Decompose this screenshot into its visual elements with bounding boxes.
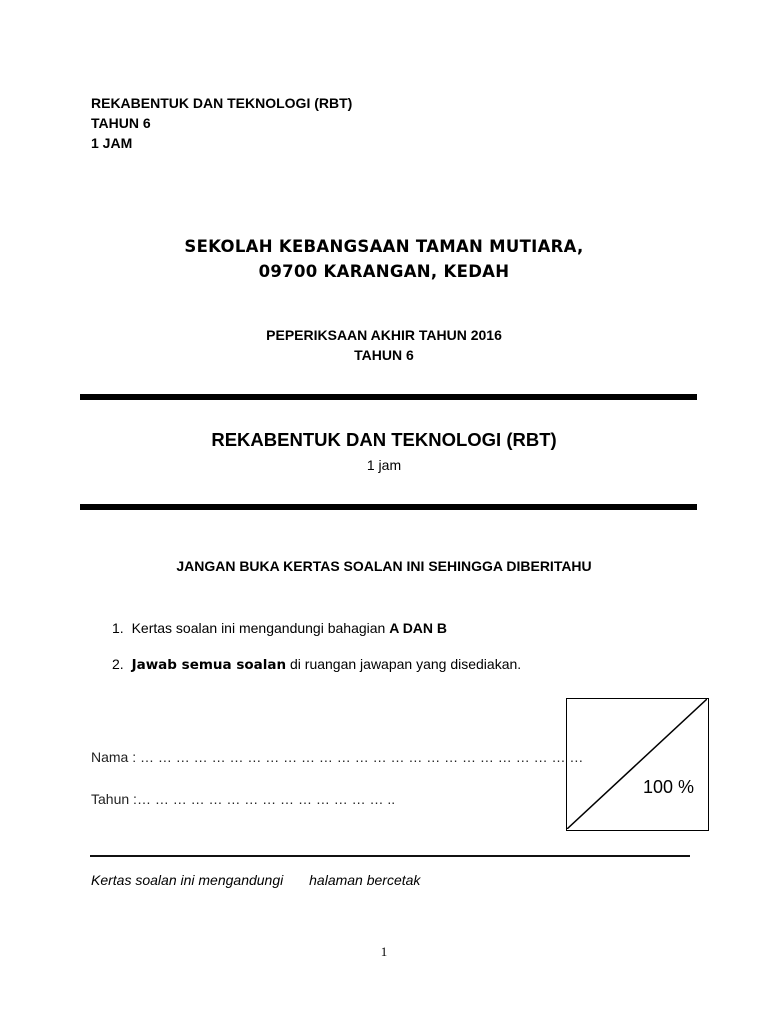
- instruction-item: [112, 656, 521, 673]
- header-year: TAHUN 6: [91, 115, 151, 131]
- page-number: 1: [380, 944, 388, 959]
- instruction-number: 1.: [112, 620, 124, 636]
- instruction-bold: A DAN B: [389, 620, 448, 636]
- thick-rule-bottom: [80, 504, 697, 510]
- exam-year: TAHUN 6: [354, 347, 414, 363]
- printed-pages-note-a: Kertas soalan ini mengandungi: [91, 872, 284, 888]
- footer-divider: [90, 855, 690, 857]
- name-dots: … … … … … … … … … … … … … … … … … … … … … … … … …: [140, 749, 584, 765]
- name-field: [91, 749, 583, 765]
- score-diagonal: [567, 699, 707, 829]
- instruction-number: 2.: [112, 656, 124, 672]
- school-name: SEKOLAH KEBANGSAAN TAMAN MUTIARA,: [184, 237, 584, 256]
- score-box: [566, 698, 709, 831]
- instruction-item: [112, 620, 447, 636]
- subject-duration: 1 jam: [366, 457, 402, 473]
- instruction-text: di ruangan jawapan yang disediakan.: [286, 656, 522, 672]
- year-label: Tahun :: [91, 791, 137, 807]
- name-label: Nama :: [91, 749, 141, 765]
- printed-pages-note: [91, 872, 420, 888]
- exam-title: PEPERIKSAAN AKHIR TAHUN 2016: [266, 327, 502, 343]
- instruction-text: Kertas soalan ini mengandungi bahagian: [131, 620, 390, 636]
- year-dots: … … … … … … … … … … … … … … ..: [136, 791, 396, 807]
- school-address: 09700 KARANGAN, KEDAH: [258, 262, 510, 281]
- subject-title: REKABENTUK DAN TEKNOLOGI (RBT): [211, 429, 557, 450]
- printed-pages-note-b: halaman bercetak: [309, 872, 421, 888]
- header-duration: 1 JAM: [91, 135, 133, 151]
- instruction-bold: Jawab semua soalan: [131, 657, 287, 673]
- score-total: 100 %: [643, 777, 695, 797]
- year-field: [91, 791, 395, 807]
- thick-rule-top: [80, 394, 697, 400]
- warning-text: JANGAN BUKA KERTAS SOALAN INI SEHINGGA DIBERITAHU: [176, 558, 592, 574]
- header-subject: REKABENTUK DAN TEKNOLOGI (RBT): [91, 95, 353, 111]
